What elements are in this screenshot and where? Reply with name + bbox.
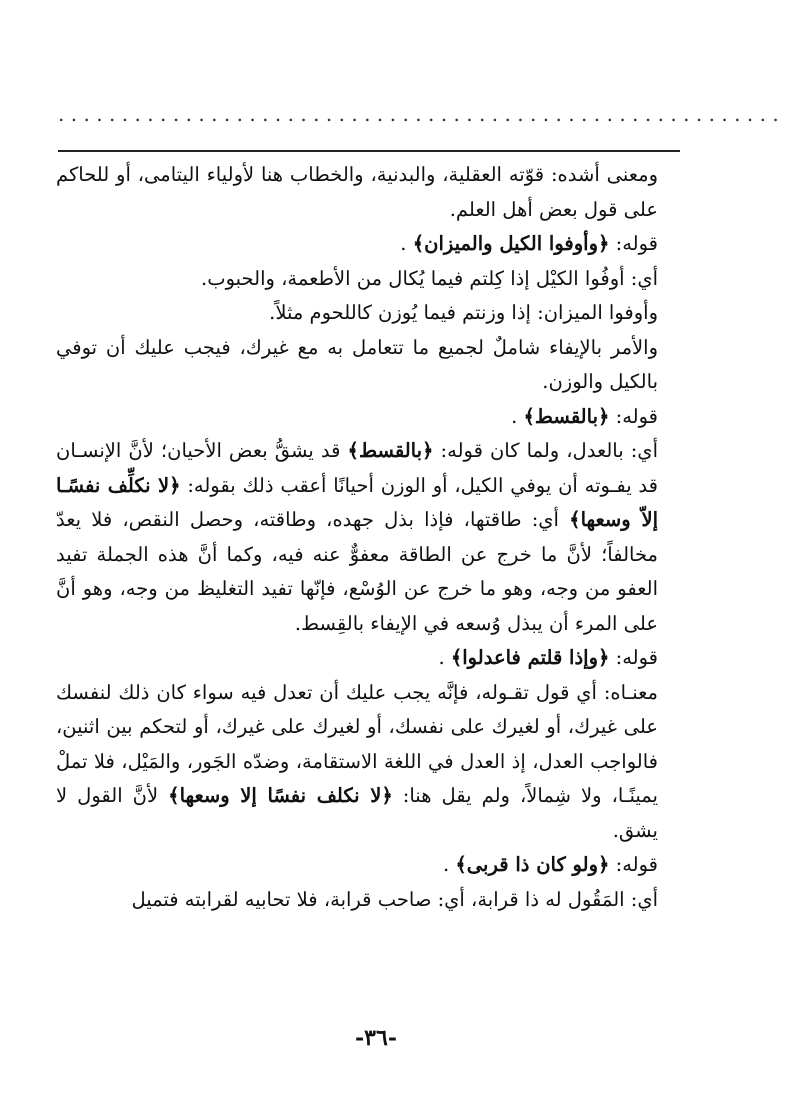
paragraph: ومعنى أشده: قوّته العقلية، والبدنية، والخطاب هنا لأولياء اليتامى، أو للحاكم على قول بعض أهل العلم. (56, 163, 658, 221)
verse-label: قوله: (615, 646, 658, 669)
verse-quote: ﴿وإذا قلتم فاعدلوا﴾ (450, 646, 610, 669)
verse-label: قوله: (615, 232, 658, 255)
verse-quote: ﴿لا نكلف نفسًا إلا وسعها﴾ (168, 784, 393, 807)
verse-label: قوله: (615, 404, 658, 428)
verse-quote: ﴿بالقسط﴾ (347, 439, 434, 462)
page-body (56, 158, 692, 917)
paragraph (56, 676, 692, 849)
verse-quote: ﴿بالقسط﴾ (523, 404, 610, 428)
header-rule (58, 150, 680, 152)
paragraph: أي: المَقُول له ذا قرابة، أي: صاحب قرابة، فلا تحابيه لقرابته فتميل (131, 887, 658, 911)
verse-heading (56, 848, 692, 883)
verse-end: . (438, 646, 445, 669)
verse-end: . (511, 404, 518, 428)
paragraph: أي: أوفُوا الكيْل إذا كِلتم فيما يُكال من الأطعمة، والحبوب. (201, 266, 658, 290)
paragraph-text: معنـاه: أي قول تقـوله، فإنَّه يجب عليك أن تعدل فيه سواء كان ذلك لنفسك على غيرك، أو لغيرك على نفسك، أو لغيرك على غيرك، أو لتحكم بين اثنين، فالواجب العدل، إذ العدل في اللغة الاستقامة، وضدّه الجَور، والمَيْل، فلا تملْ يمينًـا، ولا شِمالاً، ولم يقل هنا: (56, 680, 658, 807)
verse-end: . (400, 232, 407, 255)
paragraph: وأوفوا الميزان: إذا وزنتم فيما يُوزن كاللحوم مثلاً. (269, 301, 658, 324)
paragraph-text: أي: طاقتها، فإذا بذل جهده، وطاقته، وحصل النقص، فلا يعدّ مخالفاً؛ لأنَّ ما خرج عن الطاقة معفوٌّ عنه فيه، وكما أنَّ هذه الجملة تفيد العفو من وجه، وهو ما خرج عن الوُسْع، فإنّها تفيد التغليظ من وجه، وهو أنَّ على المرء أن يبذل وُسعه في الإيفاء بالقِسط. (56, 508, 658, 635)
verse-quote: ﴿وأوفوا الكيل والميزان﴾ (412, 232, 610, 255)
verse-quote: ﴿ولو كان ذا قربى﴾ (455, 853, 610, 876)
paragraph-text: لأنَّ القول لا يشق. (56, 784, 658, 842)
verse-heading (56, 641, 692, 676)
verse-heading (56, 400, 692, 435)
verse-quote: ﴿لا نكلِّف نفسًـا إلاّ وسعها﴾ (56, 473, 658, 531)
paragraph (56, 434, 692, 641)
verse-heading (56, 227, 692, 262)
paragraph-text: قد يشقُّ بعض الأحيان؛ لأنَّ الإنسـان قد يفـوته أن يوفي الكيل، أو الوزن أحيانًا أعقب ذلك بقوله: (56, 439, 658, 497)
paragraph: والأمر بالإيفاء شاملٌ لجميع ما تتعامل به مع غيرك، فيجب عليك أن توفي بالكيل والوزن. (56, 335, 658, 393)
page-number: -٣٦- (355, 1025, 397, 1051)
verse-end: . (442, 853, 450, 876)
header-dotted-line: ......................................................... (58, 102, 785, 126)
paragraph-text: أي: بالعدل، ولما كان قوله: (440, 439, 658, 462)
verse-label: قوله: (615, 853, 658, 876)
